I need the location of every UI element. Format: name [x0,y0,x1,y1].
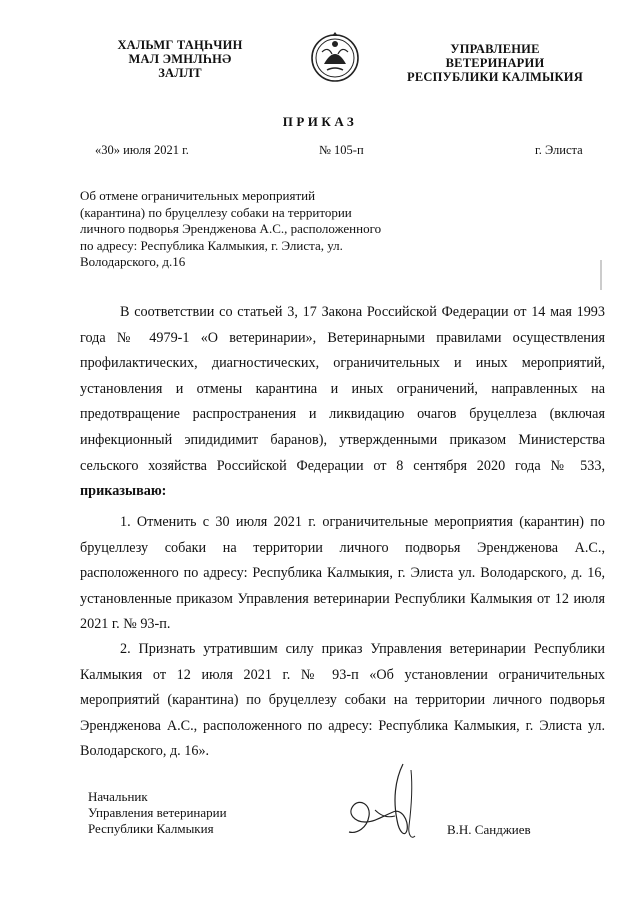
subject-line: по адресу: Республика Калмыкия, г. Элиста, ул. [80,237,343,253]
header-right-line: РЕСПУБЛИКИ КАЛМЫКИЯ [407,70,583,84]
document-subject [80,188,430,271]
header-left-line: МАЛ ЭМНЛҺНӘ [128,52,232,66]
signature-position-line: Управления ветеринарии [88,805,227,820]
document-city: г. Элиста [535,143,583,157]
subject-line: личного подворья Эрендженова А.С., расположенного [80,221,382,236]
document-date: «30» июля 2021 г. [95,143,189,157]
scan-artifact [600,260,602,290]
paragraph-item-2: 2. Признать утратившим силу приказ Управления ветеринарии Республики Калмыкия от 12 июля 2021 г. № 93-п «Об установлении ограничительных мероприятий (карантина) по бруцеллезу собаки на территории личного подворья Эрендженова А.С., расположенного по адресу: Республика Калмыкия, г. Элиста ул. Володарского, д. 16». [80,641,605,760]
header-right-line: ВЕТЕРИНАРИИ [445,56,545,70]
signatory-name: В.Н. Санджиев [447,822,531,837]
paragraph-item-1: 1. Отменить с 30 июля 2021 г. ограничительные мероприятия (карантин) по бруцеллезу собаки на территории личного подворья Эрендженова А.С., расположенного по адресу: Республика Калмыкия, г. Элиста ул. Володарского, д. 16, установленные приказом Управления ветеринарии Республики Калмыкия от 12 июля 2021 г. № 93-п. [80,514,605,633]
header-right-line: УПРАВЛЕНИЕ [450,42,540,56]
paragraph-preamble [80,300,605,505]
header-left-line: ЗАЛЛТ [158,66,202,80]
signature-position [88,789,227,837]
subject-line: Об отмене ограничительных мероприятий [80,188,316,203]
emblem-icon [310,30,360,84]
handwritten-signature [335,760,435,846]
header-left-line: ХАЛЬМГ ТАҢҺЧИН [117,38,243,52]
header-right [395,42,595,84]
signature-position-line: Республики Калмыкия [88,821,214,836]
document-title: ПРИКАЗ [282,114,358,129]
subject-line: (карантина) по бруцеллезу собаки на территории [80,204,352,220]
signature-position-line: Начальник [88,789,148,804]
header-left [100,38,260,80]
subject-line: Володарского, д.16 [80,254,186,269]
paragraph-preamble-bold: приказываю: [80,483,167,500]
document-number: № 105-п [319,143,364,157]
paragraph-preamble-text: В соответствии со статьей 3, 17 Закона Российской Федерации от 14 мая 1993 года № 4979-1 «О ветеринарии», Ветеринарными правилами осуществления профилактических, диагностических, ограничительных и иных мероприятий, установления и отмены карантина и иных ограничений, направленных на предотвращение распространения и ликвидацию очагов бруцеллеза (включая инфекционный эпидидимит баранов), утвержденными приказом Министерства сельского хозяйства Российской Федерации от 8 сентября 2020 года № 533, [80,304,605,474]
